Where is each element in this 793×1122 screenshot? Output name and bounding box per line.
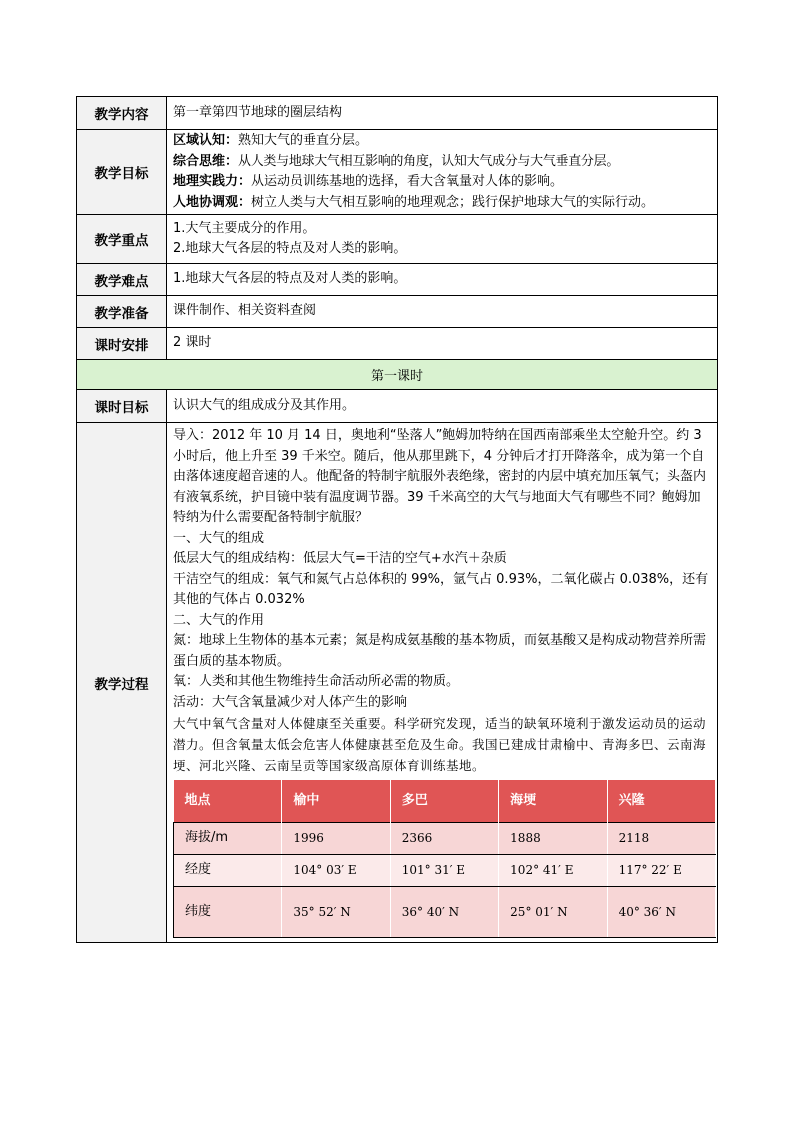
key-points-label: 教学重点 xyxy=(77,215,167,264)
table-cell: 104° 03′ E xyxy=(282,855,390,887)
table-cell: 35° 52′ N xyxy=(282,887,390,938)
process-activity: 活动：大气含氧量减少对人体产生的影响 xyxy=(173,694,408,710)
goals-value xyxy=(167,130,718,215)
session-goal-value: 认识大气的组成成分及其作用。 xyxy=(167,390,718,423)
table-cell: 101° 31′ E xyxy=(390,855,498,887)
schedule-label: 课时安排 xyxy=(77,328,167,360)
table-cell: 1996 xyxy=(282,823,390,855)
goals-label: 教学目标 xyxy=(77,130,167,215)
key-points-value xyxy=(167,215,718,264)
session-banner: 第一课时 xyxy=(77,360,718,390)
prep-label: 教学准备 xyxy=(77,296,167,328)
sites-header-row xyxy=(174,780,716,823)
process-heading-composition: 一、大气的组成 xyxy=(173,530,265,546)
key-point-2: 2.地球大气各层的特点及对人类的影响。 xyxy=(173,241,407,256)
table-cell: 2118 xyxy=(607,823,715,855)
table-cell: 40° 36′ N xyxy=(607,887,715,938)
table-cell: 102° 41′ E xyxy=(499,855,607,887)
table-cell: 25° 01′ N xyxy=(499,887,607,938)
difficulty-value: 1.地球大气各层的特点及对人类的影响。 xyxy=(167,264,718,296)
sites-header-cell: 地点 xyxy=(174,780,282,823)
goal-synthesis: 综合思维：从人类与地球大气相互影响的角度，认知大气成分与大气垂直分层。 xyxy=(173,153,620,169)
process-oxygen: 氧：人类和其他生物维持生命活动所必需的物质。 xyxy=(173,674,460,689)
table-row xyxy=(174,823,716,855)
table-cell: 海拔/m xyxy=(174,823,282,855)
sites-header-cell: 榆中 xyxy=(282,780,390,823)
sites-header-cell: 海埂 xyxy=(499,780,607,823)
schedule-value: 2 课时 xyxy=(167,328,718,360)
prep-value: 课件制作、相关资料查阅 xyxy=(167,296,718,328)
difficulty-label: 教学难点 xyxy=(77,264,167,296)
table-row xyxy=(174,855,716,887)
process-nitrogen: 氮：地球上生物体的基本元素；氮是构成氨基酸的基本物质，而氨基酸又是构成动物营养所需蛋白质的基本物质。 xyxy=(173,633,707,669)
process-label: 教学过程 xyxy=(77,423,167,943)
process-heading-function: 二、大气的作用 xyxy=(173,612,265,628)
training-sites-table xyxy=(173,780,716,938)
content-value: 第一章第四节地球的圈层结构 xyxy=(167,97,718,130)
session-goal-label: 课时目标 xyxy=(77,390,167,423)
table-cell: 经度 xyxy=(174,855,282,887)
process-dry-air: 干洁空气的组成：氧气和氮气占总体积的 99%，氩气占 0.93%，二氧化碳占 0.038%，还有其他的气体占 0.032% xyxy=(173,571,709,607)
process-low-atmosphere: 低层大气的组成结构：低层大气=干洁的空气+水汽＋杂质 xyxy=(173,551,507,566)
goal-regional: 区域认知：熟知大气的垂直分层。 xyxy=(173,133,369,148)
table-row xyxy=(174,887,716,938)
content-label: 教学内容 xyxy=(77,97,167,130)
table-cell: 117° 22′ E xyxy=(607,855,715,887)
goal-practice: 地理实践力：从运动员训练基地的选择，看大含氧量对人体的影响。 xyxy=(173,174,564,189)
sites-header-cell: 多巴 xyxy=(390,780,498,823)
table-cell: 2366 xyxy=(390,823,498,855)
sites-header-cell: 兴隆 xyxy=(607,780,715,823)
lesson-plan-table xyxy=(76,96,718,943)
goal-harmony: 人地协调观：树立人类与大气相互影响的地理观念；践行保护地球大气的实际行动。 xyxy=(173,194,655,210)
process-content xyxy=(167,423,718,943)
key-point-1: 1.大气主要成分的作用。 xyxy=(173,220,316,236)
table-cell: 纬度 xyxy=(174,887,282,938)
table-cell: 1888 xyxy=(499,823,607,855)
table-cell: 36° 40′ N xyxy=(390,887,498,938)
process-quote: 大气中氧气含量对人体健康至关重要。科学研究发现，适当的缺氧环境利于激发运动员的运动潜力。但含氧量太低会危害人体健康甚至危及生命。我国已建成甘肃榆中、青海多巴、云南海埂、河北兴隆、云南呈贡等国家级高原体育训练基地。 xyxy=(173,716,707,773)
process-intro: 导入：2012 年 10 月 14 日，奥地利“坠落人”鲍姆加特纳在国西南部乘坐太空舱升空。约 3 小时后，他上升至 39 千米空。随后，他从那里跳下，4 分钟后才打开降落伞，成为第一个自由落体速度超音速的人。他配备的特制宇航服外表绝缘，密封的内层中填充加压氧气；头盔内有液氧系统，护目镜中装有温度调节器。39 千米高空的大气与地面大气有哪些不同？鲍姆加特纳为什么需要配备特制宇航服？ xyxy=(173,428,707,525)
